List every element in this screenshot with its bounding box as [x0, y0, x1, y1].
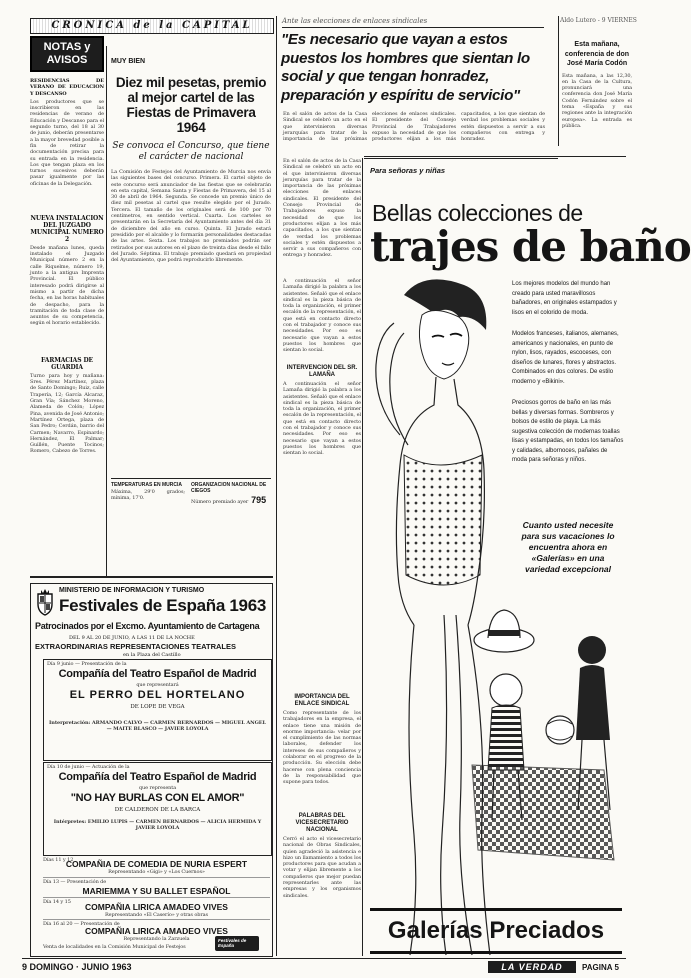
ciegos-box [191, 482, 271, 505]
notas-column [30, 36, 104, 576]
notas-paragraph: Los productores que se inscribieron en las residencias de verano de Educación y Descanso para el segundo turno, del 18 al 30 de junio, deberán presentarse a la mayor brevedad posible a fin de retirar la documentación precisa para su entrada en la residencia. Los que tengan plaza en los turnos sucesivos deberán pasar igualmente por las oficinas de la Delegación. [30, 98, 104, 187]
show-sub: Representando «El Caserío» y otras obras [104, 912, 208, 918]
show-row [43, 857, 270, 878]
footer-right: PAGINA 5 [582, 963, 619, 972]
notas-heading: FARMACIAS DE GUARDIA [40, 356, 94, 371]
show-company: COMPAÑIA LIRICA AMADEO VIVES [85, 926, 228, 936]
show-day: Días 11 y 12 [43, 857, 74, 863]
vertical-divider [362, 158, 363, 956]
festivales-logo-text: Festivales de España [218, 938, 247, 948]
article-body: Cerró el acto el vicesecretario nacional de Obras Sindicales, quien agradeció la asistencia e hizo un llamamiento a todos los productores para que acudan a votar y elijan libremente a los compañeros que mejor puedan representarles ante las empresas y los organismos sindicales. [283, 836, 361, 899]
ad-venue: en la Plaza del Castillo [123, 652, 181, 658]
show-day: Día 10 de junio — Actuación de la [47, 764, 130, 770]
footer-left: 9 DOMINGO · JUNIO 1963 [22, 962, 132, 972]
show-company: COMPAÑIA LIRICA AMADEO VIVES [85, 902, 228, 912]
sindicales-column [283, 158, 361, 956]
show-play: "NO HAY BURLAS CON EL AMOR" [70, 792, 245, 804]
notas-heading: NUEVA INSTALACION DEL JUZGADO MUNICIPAL NUMERO 2 [30, 214, 104, 243]
ciegos-text: Número premiado ayer [191, 499, 249, 505]
vertical-divider [558, 16, 559, 146]
sindicales-columns [283, 111, 545, 153]
temperature-text: Máxima, 29'0 grados; mínima, 17'0. [111, 489, 185, 502]
footer-logo-box [488, 961, 576, 973]
section-header-cronica [30, 18, 274, 34]
show-cast: Interpretación: ARMANDO CALVO — CARMEN BERNARDOS — MIGUEL ANGEL — MAITE BLASCO — JAVIER LOYOLA [49, 720, 266, 733]
festivales-ad-box [30, 583, 273, 957]
show-company: MARIEMMA Y SU BALLET ESPAÑOL [82, 886, 231, 896]
coat-of-arms-icon [35, 588, 55, 616]
article-body: En el salón de actos de la Casa Sindical se celebró un acto en el que intervinieron diversas jerarquías para tratar de la importancia de las próximas elecciones de enlaces sindicales. El presidente del Consejo Provincial de Trabajadores expuso la necesidad de que los productores elijan a los más capacitados, a los que sientan de verdad los problemas sociales y estén dispuestos a servir a sus compañeros con entrega y honradez. [283, 158, 361, 259]
ad-kicker: Para señoras y niñas [370, 166, 446, 175]
brand-bar [370, 908, 622, 954]
show-cast: Intérpretes: EMILIO LUPIS — CARMEN BERNARDOS — ALICIA HERMIDA Y JAVIER LOYOLA [53, 819, 262, 832]
ciegos-title: ORGANIZACION NACIONAL DE CIEGOS [191, 482, 267, 494]
page-date-line: Aldo Lutero - 9 VIERNES [560, 17, 637, 24]
article-kicker: MUY BIEN [111, 58, 146, 65]
article-body: A continuación el señor Lamaña dirigió la palabra a los asistentes. Señaló que el enlace sindical es la pieza básica de toda la organización, el primer escalón de la representación, el que está en contacto directo con el trabajador y conoce sus necesidades. Por eso es necesario que vayan a estos puestos los hombres que sientan lo social. [283, 381, 361, 457]
notas-title: NOTAS y AVISOS [43, 41, 91, 66]
ad-title: Festivales de España 1963 [59, 596, 267, 615]
ad-paragraph: Preciosos gorros de baño en las más bellas y diversas formas. Sombreros y bolsos de estilo de playa. La más sugestiva colección de modernas toallas lisas y estampadas, en todos los tamaños y calidades, albornoces, pañales de moda para señoras y niños. [512, 400, 624, 463]
horizontal-rule [364, 156, 626, 157]
ad-patron: Patrocinados por el Excmo. Ayuntamiento de Cartagena [35, 621, 260, 631]
article-subhead: Se convoca el Concurso, que tiene el carácter de nacional [112, 141, 270, 162]
temperature-box [111, 482, 185, 505]
ad-headline-2: trajes de baño [370, 222, 691, 271]
vertical-divider [276, 16, 277, 956]
ad-copy [512, 280, 624, 466]
conferencia-article [562, 40, 632, 129]
show-day: Día 14 y 15 [43, 899, 71, 905]
galerias-ad [364, 160, 691, 955]
ad-headline-1: Bellas colecciones de [372, 200, 583, 226]
article-headline: Diez mil pesetas, premio al mejor cartel de las Fiestas de Primavera 1964 [115, 75, 267, 135]
show-sub: Representando la Zarzuela [123, 936, 190, 942]
section-kicker: Ante las elecciones de enlaces sindicales [282, 17, 428, 25]
show-play: EL PERRO DEL HORTELANO [69, 689, 246, 701]
notas-heading: RESIDENCIAS DE VERANO DE EDUCACION Y DESCANSO [30, 78, 104, 97]
article-headline: "Es necesario que vayan a estos puestos los hombres que sientan lo social y que tengan honradez, preparación y espíritu de servicio" [281, 31, 530, 104]
article-body: En el salón de actos de la Casa Sindical se celebró un acto en el que intervinieron diversas jerarquías para tratar de la importancia de las próximas elecciones de enlaces sindicales. El presidente del Consejo Provincial de Trabajadores expuso la necesidad de que los productores elijan a los más capacitados, a los que sientan de verdad los problemas sociales y estén dispuestos a servir a sus compañeros con entrega y honradez. [283, 111, 545, 143]
footer-rule [22, 958, 626, 959]
temperature-title: TEMPERATURAS EN MURCIA [111, 482, 183, 488]
ciegos-number: 795 [251, 495, 267, 505]
show-row [43, 899, 270, 920]
show-represents: que representa [138, 785, 177, 791]
notas-title-box [30, 36, 104, 72]
ad-extra: EXTRAORDINARIAS REPRESENTACIONES TEATRALES [35, 642, 236, 651]
show-box [43, 762, 272, 856]
show-company: Compañía del Teatro Español de Madrid [58, 668, 257, 680]
article-body: Esta mañana, a las 12,30, en la Casa de la Cultura, pronunciará una conferencia don José María Codón Fernández sobre el tema «España y sus regiones ante la integración europea». La entrada es pública. [562, 72, 632, 129]
notas-paragraph: Desde mañana lunes, queda instalado el Juzgado Municipal número 2 en la calle Riquelme, número 19, junto a la antigua Imprenta Provincial. El público interesado podrá dirigirse al mismo a partir de dicha fecha, en las horas habituales de despacho, para la tramitación de toda clase de asuntos de su competencia, según el horario establecido. [30, 244, 104, 327]
horizontal-rule [364, 158, 558, 159]
festivales-logo [215, 936, 259, 951]
horizontal-rule [30, 576, 273, 578]
article-headline: Esta mañana, conferencia de don José María Codón [564, 41, 630, 67]
section-title: CRONICA de la CAPITAL [51, 20, 253, 31]
ad-paragraph: Los mejores modelos del mundo han creado para usted maravillosos bañadores, en originales estampados y lisos en el colorido de moda. [512, 281, 617, 316]
article-body: A continuación el señor Lamaña dirigió la palabra a los asistentes. Señaló que el enlace sindical es la pieza básica de toda la organización, el primer escalón de la representación, el que está en contacto directo con el trabajador y conoce sus necesidades. Por eso es necesario que vayan a estos puestos los hombres que sientan lo social. [283, 278, 361, 354]
show-company: Compañía del Teatro Español de Madrid [58, 771, 257, 783]
show-row [43, 879, 270, 898]
ad-ministry: MINISTERIO DE INFORMACION Y TURISMO [59, 587, 205, 594]
vertical-divider [106, 46, 107, 576]
show-day: Día 9 junio — Presentación de la [47, 661, 127, 667]
show-author: DE CALDERON DE LA BARCA [114, 807, 201, 813]
show-day: Día 16 al 20 — Presentación de [43, 921, 120, 927]
brand-name: Galerías Preciados [387, 917, 605, 944]
ad-footer: Venta de localidades en la Comisión Municipal de Festejos [43, 944, 186, 950]
concurso-article [111, 58, 271, 558]
article-subhead: PALABRAS DEL VICESECRETARIO NACIONAL [295, 813, 349, 833]
ad-dates: DEL 9 AL 20 DE JUNIO, A LAS 11 DE LA NOCHE [69, 635, 195, 641]
ad-slogan: Cuanto usted necesite para sus vacaciones lo encuentra ahora en «Galerías» en una variedad excepcional [521, 520, 615, 574]
article-body: La Comisión de Festejos del Ayuntamiento de Murcia nos envía las siguientes bases del concurso. Primera. El cartel objeto de este concurso será anunciador de las fiestas que se celebrarán en esta capital, Semana Santa y Fiestas de Primavera, del 15 al 30 de abril de 1964. Segunda. Se concede un premio único de diez mil pesetas al cartel que resulte elegido por el Jurado. Tercera. El tamaño de los originales será de 100 por 70 centímetros, en sentido vertical. Cuarta. Los carteles se presentarán en la Secretaría del Ayuntamiento antes del día 31 de diciembre del año en curso. Quinta. El Jurado estará presidido por el alcalde y lo formarán personalidades destacadas de las artes. Sexta. Los trabajos no premiados podrán ser retirados por sus autores en el plazo de treinta días desde el fallo del Jurado. Séptima. El trabajo premiado quedará en propiedad del Ayuntamiento, que podrá reproducirlo libremente. [111, 169, 271, 264]
children-beach-illustration [464, 590, 626, 880]
article-body: Como representante de los trabajadores en la empresa, el enlace tiene una misión de enorme importancia: velar por el cumplimiento de las normas laborales, defender los intereses de sus compañeros y colaborar en el progreso de la producción. Su elección debe hacerse con plena conciencia de la responsabilidad que supone para todos. [283, 710, 361, 786]
show-sub: Representando «Gigi» y «Los Cuernos» [108, 869, 205, 875]
show-day: Día 13 — Presentación de [43, 879, 107, 885]
article-subhead: INTERVENCION DEL SR. LAMAÑA [286, 365, 358, 378]
ad-paragraph: Modelos franceses, italianos, alemanes, americanos y nacionales, en punto de nylon, lisos, rayados, escoceses, con diseños de lunares, flores y abstractos. Combinados en dos colores. De estilo moderno y «Bikini». [512, 331, 619, 385]
show-company: COMPAÑIA DE COMEDIA DE NURIA ESPERT [65, 859, 248, 869]
show-represents: que representará [136, 682, 179, 688]
show-box [43, 659, 272, 761]
article-subhead: IMPORTANCIA DEL ENLACE SINDICAL [294, 694, 350, 707]
notas-paragraph: Turno para hoy y mañana: Sres. Pérez Martínez, plaza de Santo Domingo; Ruiz, calle Trapería, 12; García Alcaraz, Gran Vía; Sánchez Moreno, Alameda de Colón; López Pina, avenida de José Antonio; Martínez Ortega, plaza de San Pedro; Cerdán, barrio del Carmen; Navarro, Espinardo; Hernández, El Palmar; Guillén, Puente Tocinos; Romero, Cabezo de Torres. [30, 372, 104, 455]
info-boxes [111, 478, 271, 505]
footer-logo: LA VERDAD [501, 962, 563, 972]
horizontal-rule [282, 27, 544, 28]
show-author: DE LOPE DE VEGA [130, 704, 185, 710]
